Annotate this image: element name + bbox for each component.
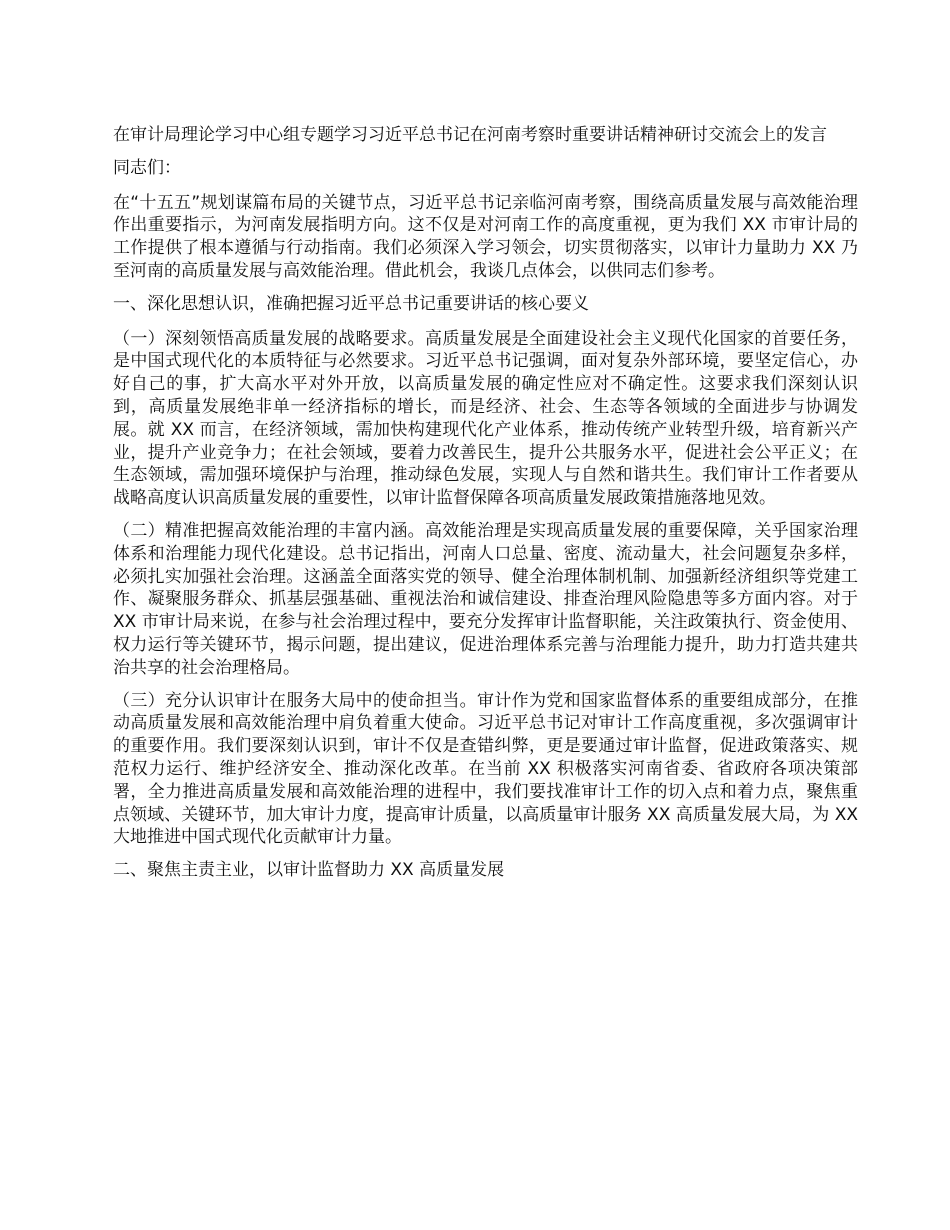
salutation: 同志们： <box>113 157 181 178</box>
section-1-paragraph-3: （三）充分认识审计在服务大局中的使命担当。审计作为党和国家监督体系的重要组成部分，在推动高质量发展和高效能治理中肩负着重大使命。习近平总书记对审计工作高度重视，多次强调审计的重要作用。我们要深刻认识到，审计不仅是查错纠弊，更是要通过审计监督，促进政策落实、规范权力运行、维护经济安全、推动深化改革。在当前 XX 积极落实河南省委、省政府各项决策部署，全力推进高质量发展和高效能治理的进程中，我们要找准审计工作的切入点和着力点，聚焦重点领域、关键环节，加大审计力度，提高审计质量，以高质量审计服务 XX 高质量发展大局，为 XX 大地推进中国式现代化贡献审计力量。 <box>113 690 858 848</box>
document-page <box>113 124 858 894</box>
document-title: 在审计局理论学习中心组专题学习习近平总书记在河南考察时重要讲话精神研讨交流会上的发言 <box>113 125 827 145</box>
section-1-paragraph-2: （二）精准把握高效能治理的丰富内涵。高效能治理是实现高质量发展的重要保障，关乎国家治理体系和治理能力现代化建设。总书记指出，河南人口总量、密度、流动量大，社会问题复杂多样，必须扎实加强社会治理。这涵盖全面落实党的领导、健全治理体制机制、加强新经济组织等党建工作、凝聚服务群众、抓基层强基础、重视法治和诚信建设、排查治理风险隐患等多方面内容。对于 XX 市审计局来说，在参与社会治理过程中，要充分发挥审计监督职能，关注政策执行、资金使用、权力运行等关键环节，揭示问题，提出建议，促进治理体系完善与治理能力提升，助力打造共建共治共享的社会治理格局。 <box>113 520 858 678</box>
section-1-paragraph-1: （一）深刻领悟高质量发展的战略要求。高质量发展是全面建设社会主义现代化国家的首要任务，是中国式现代化的本质特征与必然要求。习近平总书记强调，面对复杂外部环境，要坚定信心，办好自己的事，扩大高水平对外开放，以高质量发展的确定性应对不确定性。这要求我们深刻认识到，高质量发展绝非单一经济指标的增长，而是经济、社会、生态等各领域的全面进步与协调发展。就 XX 而言，在经济领域，需加快构建现代化产业体系，推动传统产业转型升级，培育新兴产业，提升产业竞争力；在社会领域，要着力改善民生，提升公共服务水平，促进社会公平正义；在生态领域，需加强环境保护与治理，推动绿色发展，实现人与自然和谐共生。我们审计工作者要从战略高度认识高质量发展的重要性，以审计监督保障各项高质量发展政策措施落地见效。 <box>113 328 858 509</box>
intro-paragraph: 在“十五五”规划谋篇布局的关键节点，习近平总书记亲临河南考察，围绕高质量发展与高效能治理作出重要指示，为河南发展指明方向。这不仅是对河南工作的高度重视，更为我们 XX 市审计局的工作提供了根本遵循与行动指南。我们必须深入学习领会，切实贯彻落实，以审计力量助力 XX 乃至河南的高质量发展与高效能治理。借此机会，我谈几点体会，以供同志们参考。 <box>113 192 858 281</box>
section-2-heading: 二、聚焦主责主业，以审计监督助力 XX 高质量发展 <box>113 860 505 881</box>
section-1-heading: 一、深化思想认识，准确把握习近平总书记重要讲话的核心要义 <box>113 293 589 314</box>
